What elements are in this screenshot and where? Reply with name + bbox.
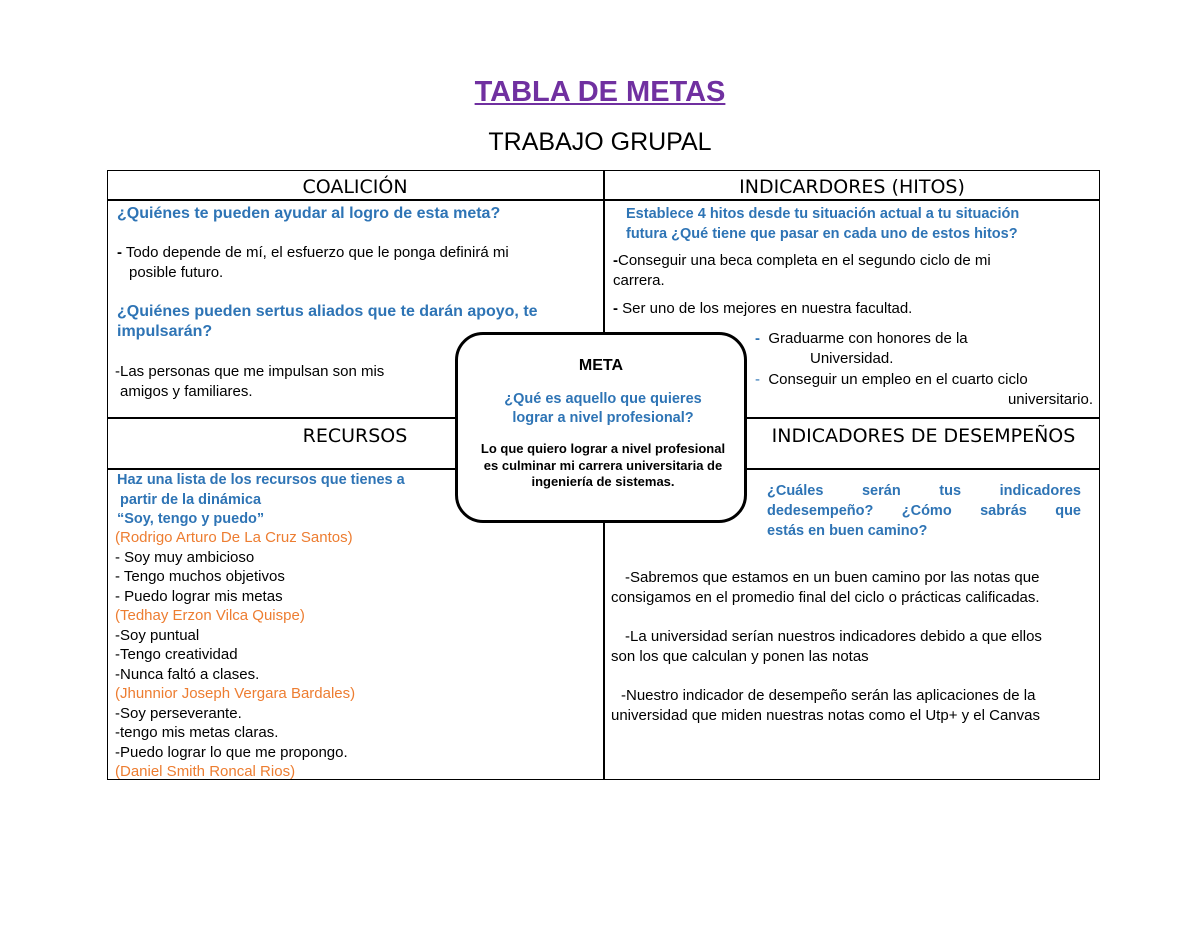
recursos-header: RECURSOS (302, 425, 408, 447)
desempeno-question-line2: dedesempeño? ¿Cómo sabrás que (767, 503, 1081, 519)
meta-question (478, 390, 728, 428)
list-item: - Puedo lograr mis metas (115, 587, 283, 605)
coalicion-answer-1-line1: Todo depende de mí, el esfuerzo que le ponga definirá mi (125, 244, 509, 261)
recursos-question-line3: “Soy, tengo y puedo” (117, 511, 265, 527)
list-item: (Rodrigo Arturo De La Cruz Santos) (115, 529, 353, 546)
document-subtitle: TRABAJO GRUPAL (488, 128, 712, 156)
hitos-header: INDICARDORES (HITOS) (739, 176, 965, 198)
desempeno-paragraph-2-line1: -La universidad serían nuestros indicadores debido a que ellos (625, 628, 1042, 645)
desempeno-header: INDICADORES DE DESEMPEÑOS (771, 425, 1076, 447)
coalicion-question-2-line2: impulsarán? (117, 323, 213, 340)
desempeno-paragraph-1-line1: -Sabremos que estamos en un buen camino por las notas que (625, 569, 1040, 586)
hitos-item-1-line2: carrera. (613, 271, 665, 289)
list-item: -Nunca faltó a clases. (115, 665, 260, 683)
hitos-item-1: -Conseguir una beca completa en el segundo ciclo de mi carrera. (613, 252, 991, 289)
hitos-item-3-line1: Graduarme con honores de la (768, 330, 968, 347)
desempeno-paragraph-3-line1: -Nuestro indicador de desempeño serán las aplicaciones de la (621, 687, 1036, 704)
list-item: -Soy puntual (115, 626, 200, 644)
list-item: (Tedhay Erzon Vilca Quispe) (115, 607, 305, 624)
meta-question-line1: ¿Qué es aquello que quieres (504, 391, 702, 407)
coalicion-answer-2-line1: -Las personas que me impulsan son mis (115, 363, 385, 380)
hitos-question-line2: futura ¿Qué tiene que pasar en cada uno de estos hitos? (626, 225, 1018, 242)
meta-answer: Lo que quiero lograr a nivel profesional es culminar mi carrera universitaria de ingeniería de sistemas. (480, 441, 726, 489)
desempeno-paragraph-1 (611, 568, 1091, 607)
hitos-item-2-text: Ser uno de los mejores en nuestra facultad. (622, 300, 913, 317)
desempeno-question (767, 481, 1081, 541)
desempeno-question-line1: ¿Cuáles serán tus indicadores (767, 483, 1081, 499)
coalicion-answer-1-line2: posible futuro. (129, 263, 224, 281)
recursos-question-line1: Haz una lista de los recursos que tienes a (117, 472, 405, 488)
hitos-item-4: - Conseguir un empleo en el cuarto ciclo universitario. (755, 371, 1093, 408)
desempeno-paragraph-3-line2: universidad que miden nuestras notas como el Utp+ y el Canvas (611, 706, 1040, 724)
hitos-question (626, 205, 1019, 244)
hitos-item-2: - Ser uno de los mejores en nuestra facultad. (613, 300, 913, 317)
recursos-question (117, 471, 405, 530)
hitos-item-4-line2: universitario. (1007, 390, 1093, 408)
list-item: -Soy perseverante. (115, 704, 242, 722)
desempeno-paragraph-1-line2: consigamos en el promedio final del ciclo o prácticas calificadas. (611, 588, 1040, 606)
hitos-item-3: - Graduarme con honores de la Universidad. (755, 330, 968, 367)
list-item: (Daniel Smith Roncal Rios) (115, 763, 296, 780)
hitos-item-1-line1: Conseguir una beca completa en el segundo ciclo de mi (618, 252, 991, 269)
hitos-item-3-line2: Universidad. (810, 349, 894, 367)
coalicion-header: COALICIÓN (302, 176, 408, 198)
recursos-question-line2: partir de la dinámica (120, 491, 262, 508)
list-item: -tengo mis metas claras. (115, 724, 279, 741)
coalicion-answer-2 (115, 362, 384, 401)
desempeno-paragraph-2-line2: son los que calculan y ponen las notas (611, 647, 869, 665)
hitos-item-4-line1: Conseguir un empleo en el cuarto ciclo (768, 371, 1028, 388)
desempeno-paragraph-2 (611, 627, 1091, 666)
list-item: - Tengo muchos objetivos (115, 568, 285, 585)
hitos-question-line1: Establece 4 hitos desde tu situación actual a tu situación (626, 206, 1020, 222)
coalicion-answer-2-line2: amigos y familiares. (120, 382, 253, 400)
coalicion-question-2-line1: ¿Quiénes pueden sertus aliados que te darán apoyo, te (117, 303, 538, 320)
document-title: TABLA DE METAS (474, 76, 726, 108)
list-item: -Puedo lograr lo que me propongo. (115, 743, 348, 761)
meta-box (455, 332, 747, 523)
meta-question-line2: lograr a nivel profesional? (512, 410, 694, 426)
coalicion-question-1: ¿Quiénes te pueden ayudar al logro de esta meta? (117, 205, 501, 222)
list-item: (Jhunnior Joseph Vergara Bardales) (115, 685, 356, 702)
desempeno-question-line3: estás en buen camino? (767, 523, 928, 539)
desempeno-paragraph-3 (611, 686, 1091, 725)
recursos-list (115, 528, 355, 782)
coalicion-answer-1: - Todo depende de mí, el esfuerzo que le ponga definirá mi posible futuro. (117, 244, 509, 281)
meta-header: META (578, 357, 624, 374)
list-item: - Soy muy ambicioso (115, 548, 255, 566)
header-divider-top (107, 199, 1100, 201)
list-item: -Tengo creatividad (115, 646, 238, 663)
